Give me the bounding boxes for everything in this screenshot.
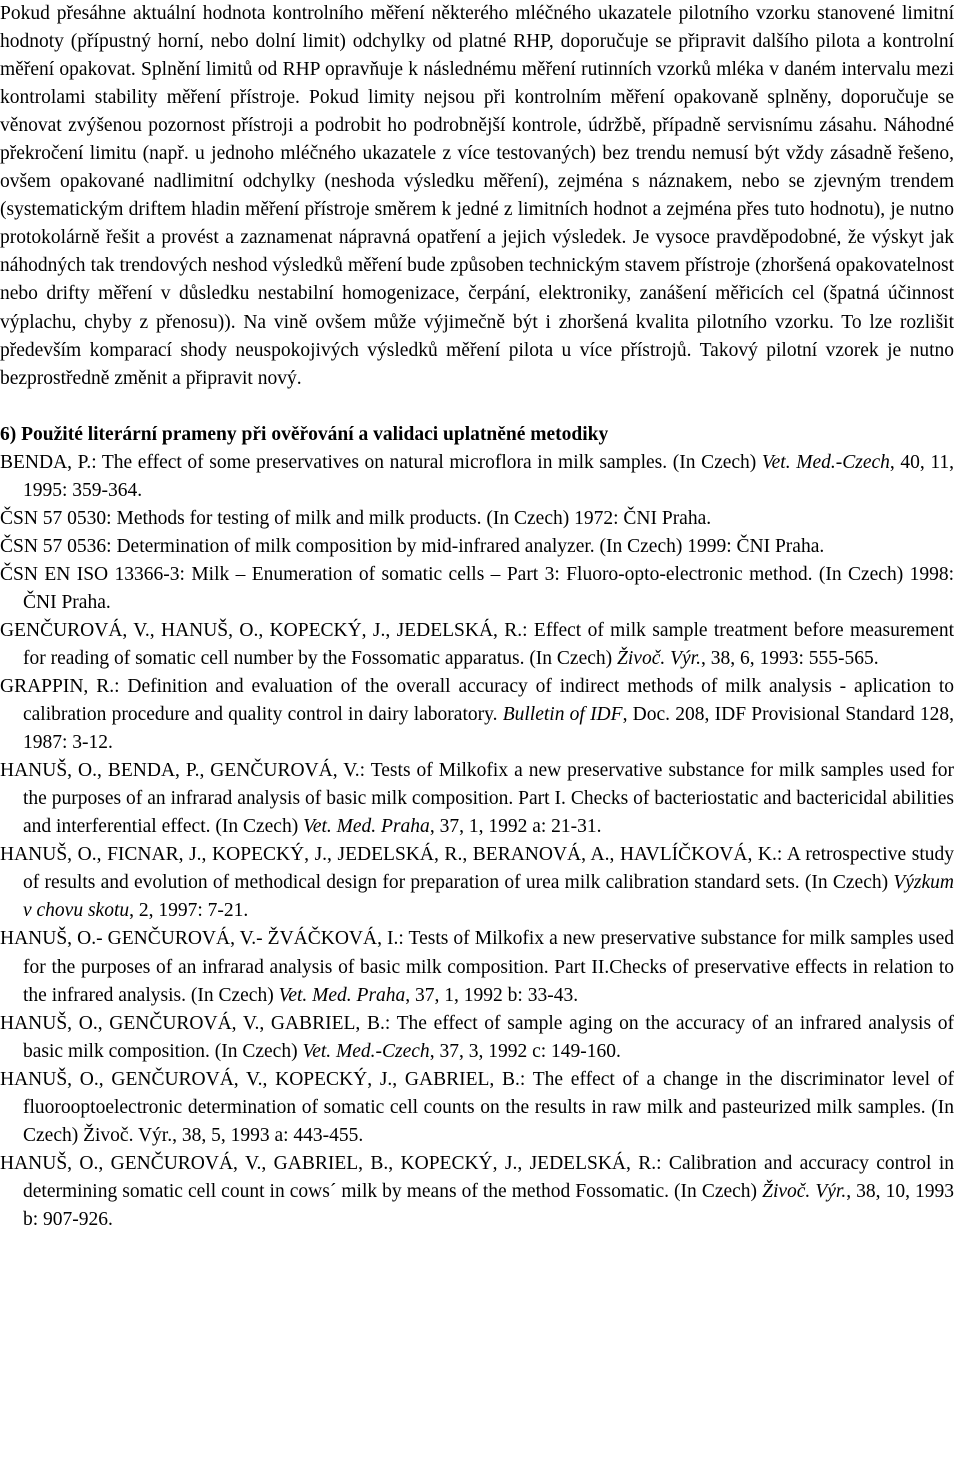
reference-item: ČSN 57 0530: Methods for testing of milk and milk products. (In Czech) 1972: ČNI Praha. [0, 507, 712, 529]
body-paragraph: Pokud přesáhne aktuální hodnota kontrolního měření některého mléčného ukazatele pilotního vzorku stanovené limitní hodnoty (přípustný horní, nebo dolní limit) odchylky od platné RHP, doporučuje se připravit dalšího pilota a kontrolní měření opakovat. Splnění limitů od RHP opravňuje k následnému měření rutinních vzorků mléka v daném intervalu mezi kontrolami stability měření přístroje. Pokud limity nejsou při kontrolním měření opakovaně splněny, doporučuje se věnovat zvýšenou pozornost přístroji a podrobit ho podrobnější kontrole, údržbě, případně servisnímu zásahu. Náhodné překročení limitu (např. u jednoho mléčného ukazatele z více testovaných) bez trendu nemusí být vždy zásadně řešeno, ovšem opakované nadlimitní odchylky (neshoda výsledku měření), zejména s náznakem, nebo se zjevným trendem (systematickým driftem hladin měření přístroje směrem k jedné z limitních hodnot a zejména přes tuto hodnotu), je nutno protokolárně řešit a provést a zaznamenat nápravná opatření a jejich výsledek. Je vysoce pravděpodobné, že výskyt jak náhodných tak trendových neshod výsledků měření bude způsoben technickým stavem přístroje (zhoršená opakovatelnost nebo drifty měření v důsledku nestabilní homogenizace, čerpání, elektroniky, zanášení měřicích cel (špatná účinnost výplachu, chyby z přenosu)). Na vině ovšem může výjimečně být i zhoršená kvalita pilotního vzorku. To lze rozlišit především komparací shody neuspokojivých výsledků měření pilota u více přístrojů. Takový pilotní vzorek je nutno bezprostředně změnit a připravit nový. [0, 3, 954, 389]
reference-item: HANUŠ, O., GENČUROVÁ, V., GABRIEL, B.: The effect of sample aging on the accuracy of an infrared analysis of basic milk composition. (In Czech) Vet. Med.-Czech, 37, 3, 1992 c: 149-160. [0, 1012, 954, 1062]
reference-item: HANUŠ, O.- GENČUROVÁ, V.- ŽVÁČKOVÁ, I.: Tests of Milkofix a new preservative substance for milk samples used for the purposes of an infrarad analysis of basic milk composition. Part II.Checks of preservative effects in relation to the infrared analysis. (In Czech) Vet. Med. Praha, 37, 1, 1992 b: 33-43. [0, 928, 954, 1006]
reference-item: ČSN 57 0536: Determination of milk composition by mid-infrared analyzer. (In Czech) 1999: ČNI Praha. [0, 535, 825, 557]
reference-item: BENDA, P.: The effect of some preservatives on natural microflora in milk samples. (In Czech) Vet. Med.-Czech, 40, 11, 1995: 359-364. [0, 451, 955, 501]
reference-item: HANUŠ, O., BENDA, P., GENČUROVÁ, V.: Tests of Milkofix a new preservative substance for milk samples used for the purposes of an infrarad analysis of basic milk composition. Part I. Checks of bacteriostatic and bactericidal abilities and interferential effect. (In Czech) Vet. Med. Praha, 37, 1, 1992 a: 21-31. [0, 760, 954, 838]
reference-item: GRAPPIN, R.: Definition and evaluation of the overall accuracy of indirect methods of milk analysis - aplication to calibration procedure and quality control in dairy laboratory. Bulletin of IDF, Doc. 208, IDF Provisional Standard 128, 1987: 3-12. [0, 676, 954, 754]
section-heading: 6) Použité literární prameny při ověřování a validaci uplatněné metodiky [0, 423, 609, 445]
reference-item: HANUŠ, O., GENČUROVÁ, V., GABRIEL, B., KOPECKÝ, J., JEDELSKÁ, R.: Calibration and accuracy control in determining somatic cell count in cows´ milk by means of the method Fossomatic. (In Czech) Živoč. Výr., 38, 10, 1993 b: 907-926. [0, 1152, 955, 1230]
reference-item: GENČUROVÁ, V., HANUŠ, O., KOPECKÝ, J., JEDELSKÁ, R.: Effect of milk sample treatment before measurement for reading of somatic cell number by the Fossomatic apparatus. (In Czech) Živoč. Výr., 38, 6, 1993: 555-565. [0, 619, 954, 669]
reference-item: ČSN EN ISO 13366-3: Milk – Enumeration of somatic cells – Part 3: Fluoro-opto-electronic method. (In Czech) 1998: ČNI Praha. [0, 563, 954, 613]
reference-list [0, 449, 954, 1234]
reference-item: HANUŠ, O., FICNAR, J., KOPECKÝ, J., JEDELSKÁ, R., BERANOVÁ, A., HAVLÍČKOVÁ, K.: A retrospective study of results and evolution of methodical design for preparation of urea milk calibration standard sets. (In Czech) Výzkum v chovu skotu, 2, 1997: 7-21. [0, 844, 954, 922]
reference-item: HANUŠ, O., GENČUROVÁ, V., KOPECKÝ, J., GABRIEL, B.: The effect of a change in the discriminator level of fluorooptoelectronic determination of somatic cell counts on the results in raw milk and pasteurized milk samples. (In Czech) Živoč. Výr., 38, 5, 1993 a: 443-455. [0, 1068, 954, 1146]
